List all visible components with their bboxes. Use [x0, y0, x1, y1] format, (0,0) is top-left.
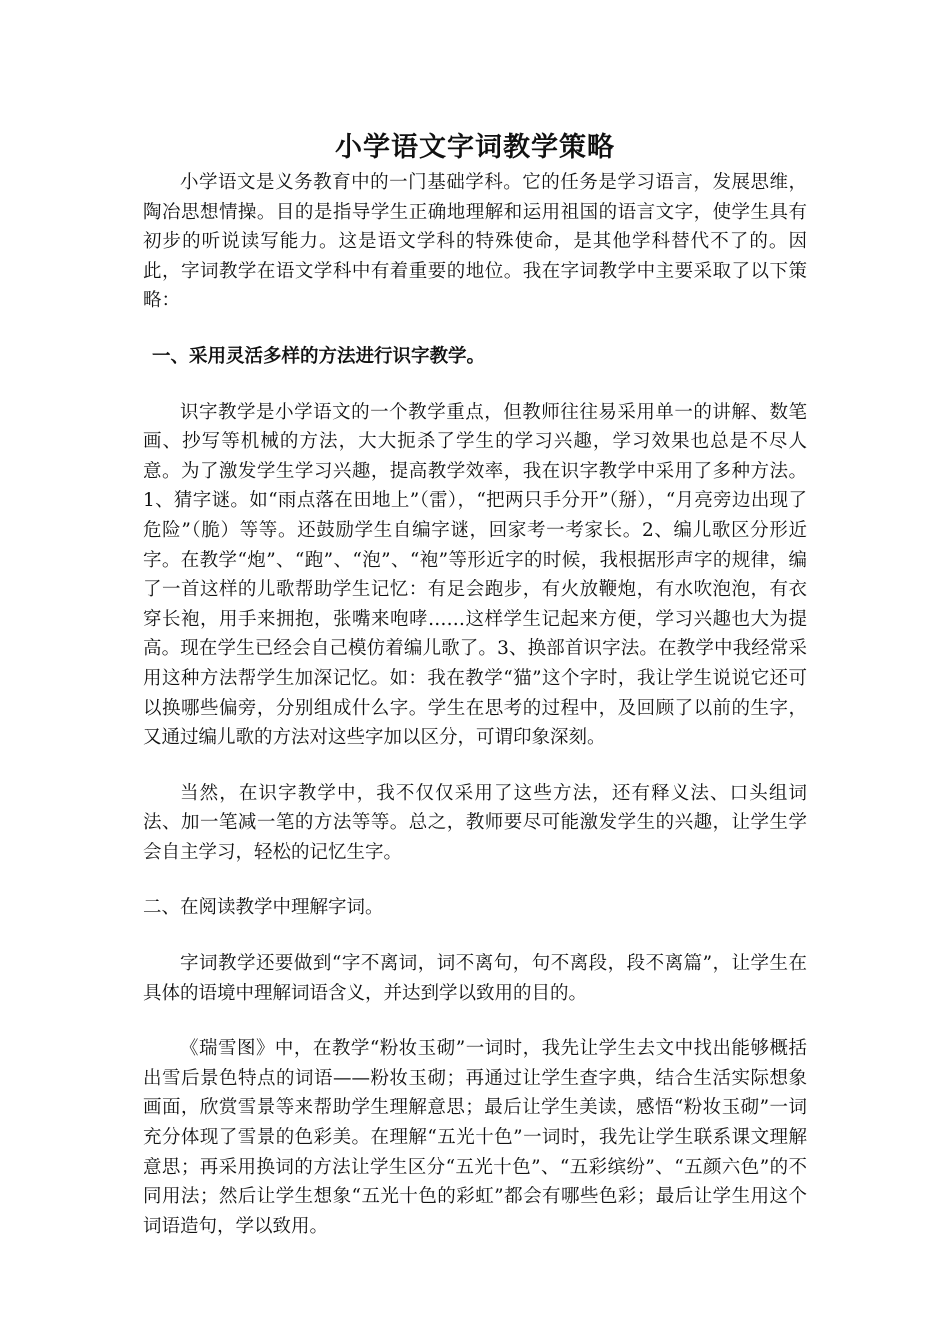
document-title: 小学语文字词教学策略	[335, 132, 615, 163]
spacer	[143, 1008, 807, 1034]
intro-paragraph: 小学语文是义务教育中的一门基础学科。它的任务是学习语言，发展思维，陶冶思想情操。目的是指导学生正确地理解和运用祖国的语言文字，使学生具有初步的听说读写能力。这是语文学科的特殊使命，是其他学科替代不了的。因此，字词教学在语文学科中有着重要的地位。我在字词教学中主要采取了以下策略：	[143, 172, 807, 312]
section-2-paragraph-2: 《瑞雪图》中，在教学“粉妆玉砌”一词时，我先让学生去文中找出能够概括出雪后景色特点的词语——粉妆玉砌；再通过让学生查字典，结合生活实际想象画面，欣赏雪景等来帮助学生理解意思；最后让学生美读，感悟“粉妆玉砌”一词充分体现了雪景的色彩美。在理解“五光十色”一词时，我先让学生联系课文理解意思；再采用换词的方法让学生区分“五光十色”、“五彩缤纷”、“五颜六色”的不同用法；然后让学生想象“五光十色的彩虹”都会有哪些色彩；最后让学生用这个词语造句，学以致用。	[143, 1038, 807, 1237]
document-page	[143, 128, 807, 1241]
spacer	[143, 867, 807, 893]
spacer	[143, 316, 807, 342]
section-1-paragraph-2: 当然，在识字教学中，我不仅仅采用了这些方法，还有释义法、口头组词法、加一笔减一笔的方法等等。总之，教师要尽可能激发学生的兴趣，让学生学会自主学习，轻松的记忆生字。	[143, 782, 807, 863]
spacer	[143, 753, 807, 779]
section-1-paragraph-1: 识字教学是小学语文的一个教学重点，但教师往往易采用单一的讲解、数笔画、抄写等机械的方法，大大扼杀了学生的学习兴趣，学习效果也总是不尽人意。为了激发学生学习兴趣，提高教学效率，我在识字教学中采用了多种方法。1、猜字谜。如“雨点落在田地上”（雷），“把两只手分开”（掰），“月亮旁边出现了危险”（脆）等等。还鼓励学生自编字谜，回家考一考家长。2、编儿歌区分形近字。在教学“炮”、“跑”、“泡”、“袍”等形近字的时候，我根据形声字的规律，编了一首这样的儿歌帮助学生记忆：有足会跑步，有火放鞭炮，有水吹泡泡，有衣穿长袍，用手来拥抱，张嘴来咆哮……这样学生记起来方便，学习兴趣也大为提高。现在学生已经会自己模仿着编儿歌了。3、换部首识字法。在教学中我经常采用这种方法帮学生加深记忆。如：我在教学“猫”这个字时，我让学生说说它还可以换哪些偏旁，分别组成什么字。学生在思考的过程中，及回顾了以前的生字，又通过编儿歌的方法对这些字加以区分，可谓印象深刻。	[143, 401, 807, 749]
section-2-heading: 二、在阅读教学中理解字词。	[143, 897, 384, 919]
section-1-heading: 一、采用灵活多样的方法进行识字教学。	[152, 345, 486, 367]
section-2-paragraph-1: 字词教学还要做到“字不离词，词不离句，句不离段，段不离篇”，让学生在具体的语境中理解词语含义，并达到学以致用的目的。	[143, 953, 807, 1004]
spacer	[143, 372, 807, 398]
spacer	[143, 923, 807, 949]
